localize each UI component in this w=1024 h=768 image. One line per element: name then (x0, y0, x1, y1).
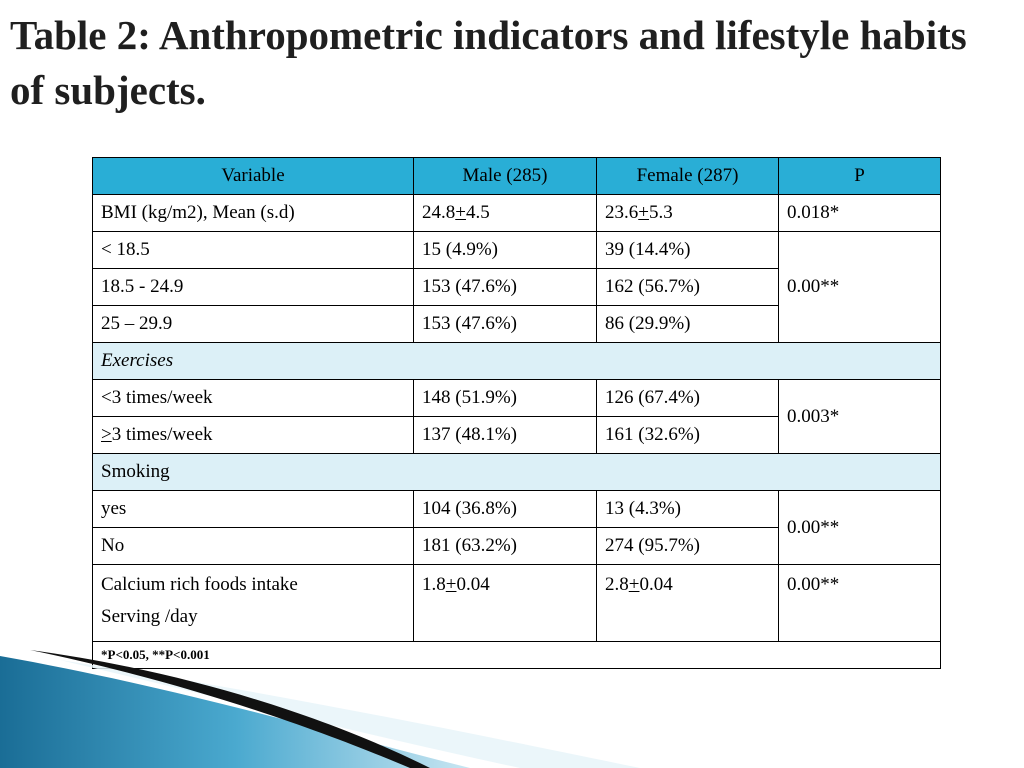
bmi-male-sd: 4.5 (465, 202, 490, 223)
greater-equal-symbol: > (101, 424, 112, 445)
row-male: 148 (51.9%) (414, 380, 597, 417)
smoking-p: 0.00** (779, 491, 941, 565)
plus-minus-symbol: + (638, 202, 649, 223)
table-row (93, 232, 941, 269)
row-male: 104 (36.8%) (414, 491, 597, 528)
row-female: 13 (4.3%) (597, 491, 779, 528)
row-female: 39 (14.4%) (597, 232, 779, 269)
row-variable: yes (93, 491, 414, 528)
decorative-swoosh (0, 638, 1024, 768)
bmi-p: 0.018* (779, 195, 941, 232)
row-variable-text: 3 times/week (111, 424, 213, 445)
row-variable (93, 380, 414, 417)
row-variable: No (93, 528, 414, 565)
section-row-smoking (93, 454, 941, 491)
footnote: *P<0.05, **P<0.001 (93, 642, 941, 669)
row-female: 161 (32.6%) (597, 417, 779, 454)
calcium-female-mean: 2.8 (605, 574, 629, 595)
plus-minus-symbol: + (445, 574, 457, 595)
row-male: 153 (47.6%) (414, 269, 597, 306)
bmi-variable: BMI (kg/m2), Mean (s.d) (93, 195, 414, 232)
calcium-female-sd: 0.04 (639, 574, 673, 595)
table-container (92, 157, 940, 669)
row-male: 181 (63.2%) (414, 528, 597, 565)
row-variable: < 18.5 (93, 232, 414, 269)
row-female: 126 (67.4%) (597, 380, 779, 417)
calcium-male-sd: 0.04 (456, 574, 490, 595)
bmi-male-mean: 24.8 (422, 202, 456, 223)
calcium-line-2: Serving /day (101, 606, 198, 627)
plus-minus-symbol: + (455, 202, 466, 223)
calcium-male-mean: 1.8 (422, 574, 446, 595)
row-male: 137 (48.1%) (414, 417, 597, 454)
row-male: 15 (4.9%) (414, 232, 597, 269)
table-row (93, 380, 941, 417)
section-label-smoking: Smoking (93, 454, 941, 491)
calcium-p: 0.00** (779, 565, 941, 642)
header-p: P (779, 158, 941, 195)
header-female: Female (287) (597, 158, 779, 195)
calcium-female (597, 565, 779, 642)
header-variable: Variable (93, 158, 414, 195)
table-row-calcium (93, 565, 941, 642)
header-row (93, 158, 941, 195)
row-female: 86 (29.9%) (597, 306, 779, 343)
row-variable-text: 3 times/week (111, 387, 213, 408)
slide-title: Table 2: Anthropometric indicators and lifestyle habits of subjects. (10, 12, 967, 113)
exercises-p: 0.003* (779, 380, 941, 454)
table-row-bmi (93, 195, 941, 232)
bmi-female (597, 195, 779, 232)
calcium-male (414, 565, 597, 642)
section-label-exercises: Exercises (93, 343, 941, 380)
table-row (93, 491, 941, 528)
row-variable: 18.5 - 24.9 (93, 269, 414, 306)
bmi-female-sd: 5.3 (648, 202, 673, 223)
bmi-female-mean: 23.6 (605, 202, 639, 223)
data-table (92, 157, 941, 669)
less-than-symbol: < (101, 387, 112, 408)
plus-minus-symbol: + (628, 574, 640, 595)
calcium-variable (93, 565, 414, 642)
calcium-line-1: Calcium rich foods intake (101, 574, 298, 595)
swoosh-blue-band (0, 656, 470, 768)
row-variable: 25 – 29.9 (93, 306, 414, 343)
bmi-male (414, 195, 597, 232)
row-male: 153 (47.6%) (414, 306, 597, 343)
row-female: 274 (95.7%) (597, 528, 779, 565)
row-female: 162 (56.7%) (597, 269, 779, 306)
header-male: Male (285) (414, 158, 597, 195)
section-row-exercises (93, 343, 941, 380)
bmi-groups-p: 0.00** (779, 232, 941, 343)
row-variable (93, 417, 414, 454)
